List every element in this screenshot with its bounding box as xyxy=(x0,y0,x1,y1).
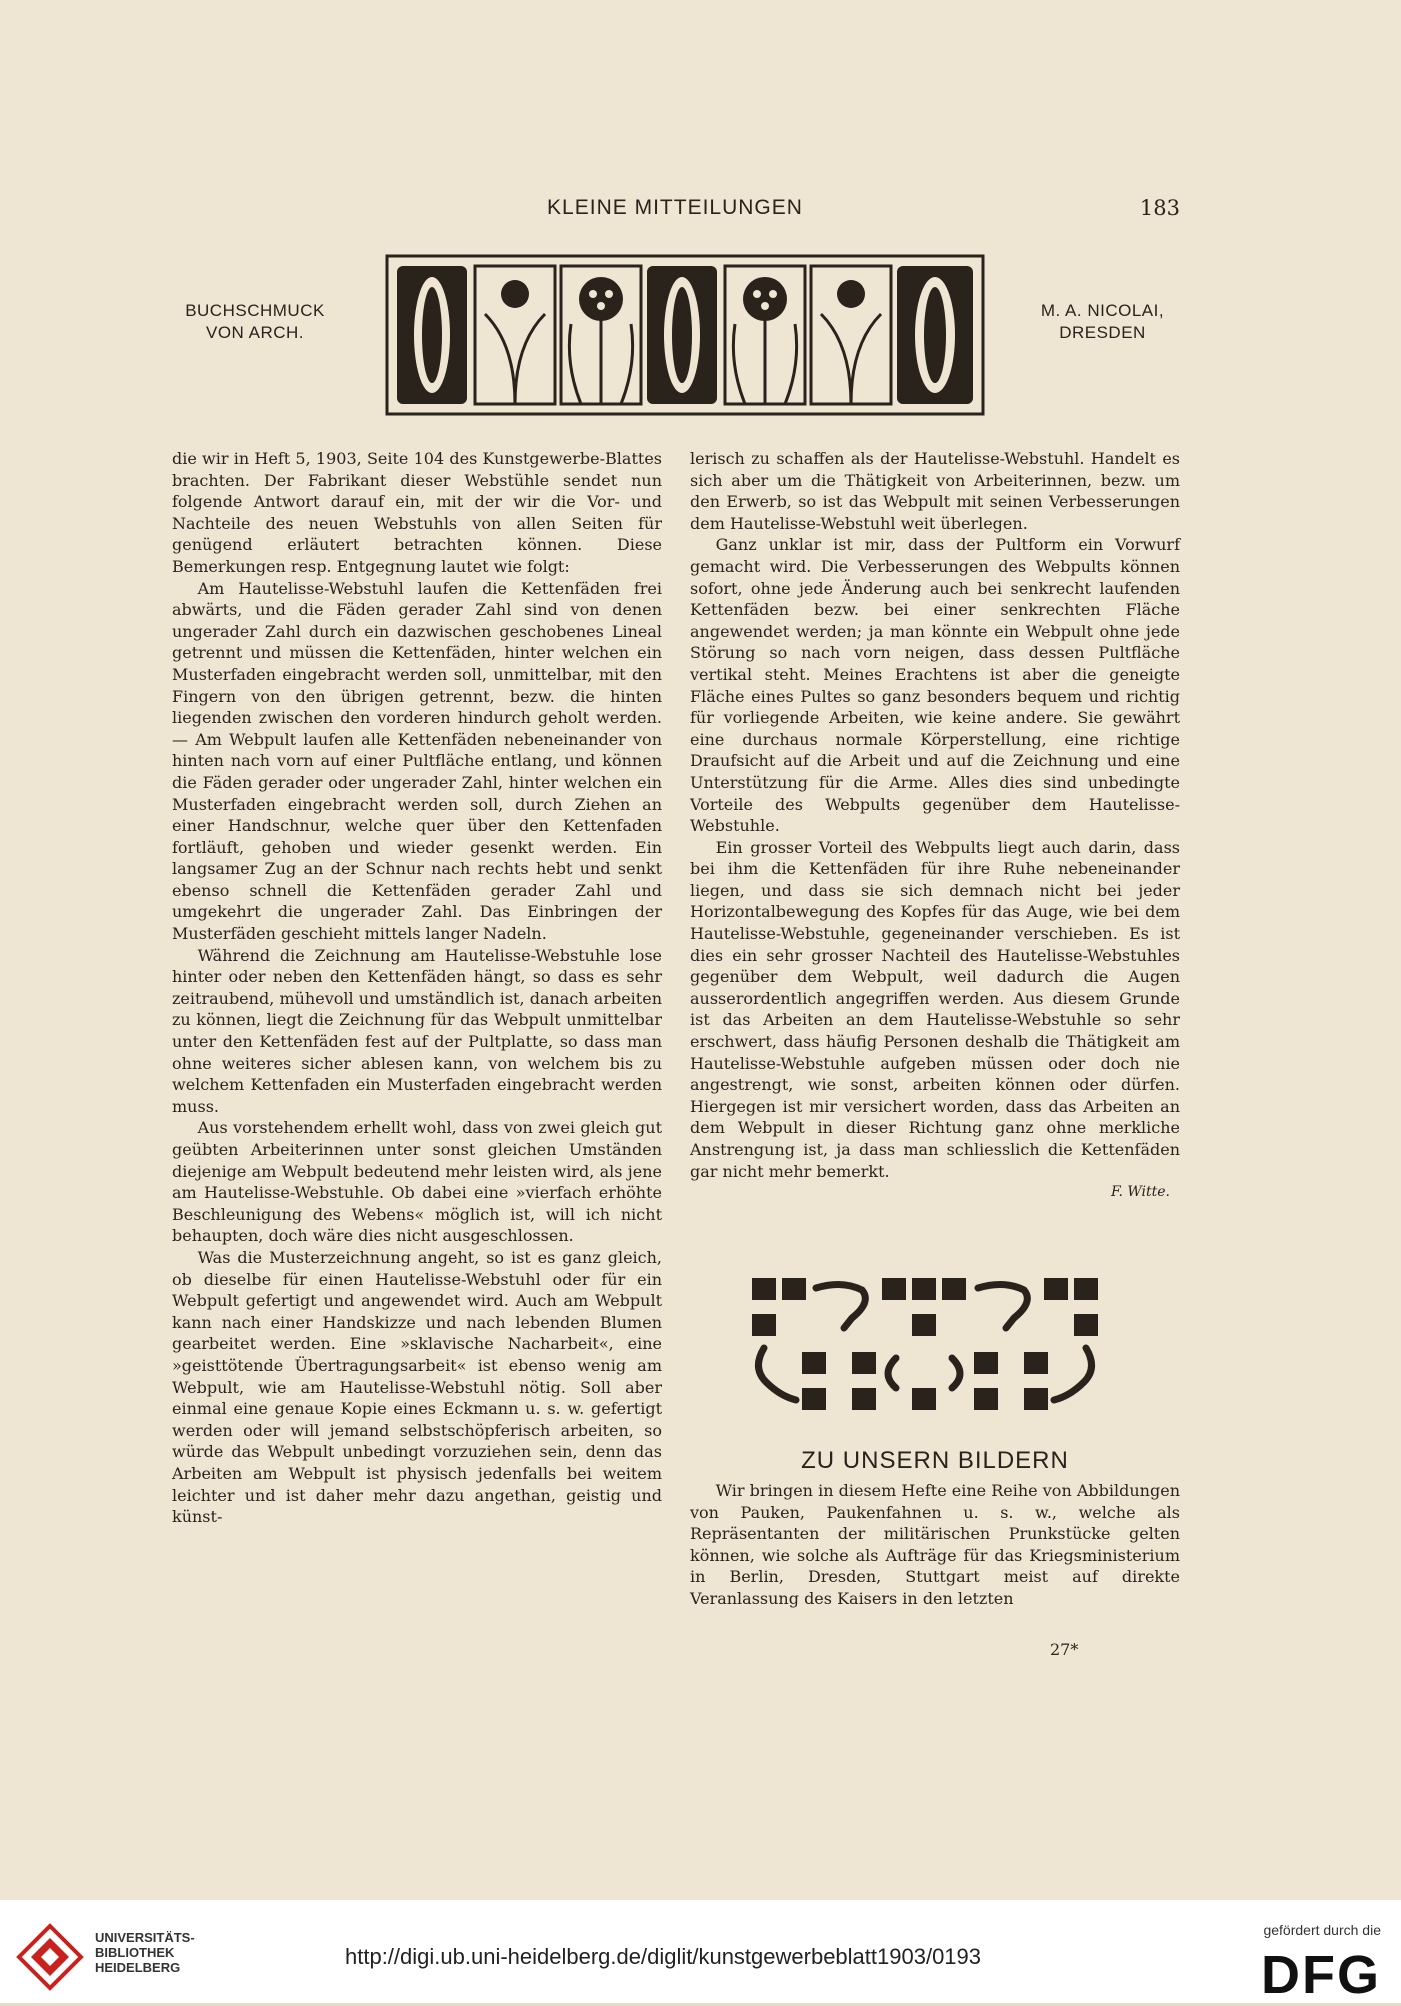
caption-left: BUCHSCHMUCK VON ARCH. xyxy=(185,301,325,342)
paragraph: die wir in Heft 5, 1903, Seite 104 des Kunstgewerbe-Blattes brachten. Der Fabrikant dieser Webstühle sendet nun folgende Antwort darauf ein, mit der wir die Vor- und Nachteile des neuen Webstuhls von allen Seiten für genügend erläutert betrachten können. Diese Bemerkungen resp. Entgegnung lautet wie folgt: xyxy=(172,449,662,576)
footer-bar xyxy=(0,1900,1401,2003)
paragraph: Aus vorstehendem erhellt wohl, dass von zwei gleich gut geübten Arbeiterinnen unter sonst gleichen Umständen diejenige am Webpult bedeutend mehr leisten wird, als jene am Hautelisse-Webstuhle. Ob dabei eine »vierfach erhöhte Beschleunigung des Webens« möglich ist, will ich nicht behaupten, doch wäre dies nicht ausgeschlossen. xyxy=(172,1118,662,1246)
paragraph: Wir bringen in diesem Hefte eine Reihe von Abbildungen von Pauken, Paukenfahnen u. s. w., welche als Repräsentanten der militärischen Prunkstücke gelten können, wie solche als Aufträge für das Kriegsministerium in Berlin, Dresden, Stuttgart meist auf direkte Veranlassung des Kaisers in den letzten xyxy=(690,1481,1180,1608)
page-number: 183 xyxy=(1139,196,1180,220)
ornament-divider xyxy=(752,1278,1112,1424)
university-logo-icon xyxy=(15,1922,85,1992)
dfg-logo: DFG xyxy=(1261,1945,1381,2005)
printer-signature-mark: 27* xyxy=(1050,1640,1079,1659)
institution-line: HEIDELBERG xyxy=(95,1960,181,1975)
institution-name xyxy=(95,1930,195,1975)
paragraph: Am Hautelisse-Webstuhl laufen die Kettenfäden frei abwärts, und die Fäden gerader Zahl sind von denen ungerader Zahl durch ein dazwischen geschobenes Lineal getrennt und müssen die Kettenfäden, hinter welchen ein Musterfaden eingebracht werden soll, unmittelbar, mit den Fingern von den übrigen getrennt, bezw. die hinten liegenden zwischen den vorderen hindurch geholt werden. — Am Webpult laufen alle Kettenfäden nebeneinander von hinten nach vorn auf einer Pultfläche entlang, und können die Fäden gerader oder ungerader Zahl, hinter welchen ein Musterfaden eingebracht werden soll, durch Ziehen an einer Handschnur, welche quer über den Kettenfaden fortläuft, gehoben und wieder gesenkt werden. Ein langsamer Zug an der Schnur nach rechts hebt und senkt ebenso schnell die Kettenfäden gerader Zahl und umgekehrt die ungerader Zahl. Das Einbringen der Musterfäden geschieht mittels langer Nadeln. xyxy=(172,578,662,944)
permalink-url[interactable]: http://digi.ub.uni-heidelberg.de/diglit/kunstgewerbeblatt1903/0193 xyxy=(345,1944,982,1969)
running-title: KLEINE MITTEILUNGEN xyxy=(547,196,803,219)
paragraph: Ganz unklar ist mir, dass der Pultform ein Vorwurf gemacht wird. Die Verbesserungen des Webpults können sofort, ohne jede Änderung auch bei senkrecht laufenden Kettenfäden bezw. bei einer senkrechten Fläche angewendet werden; ja man könnte ein Webpult ohne jede Störung so nach vorn neigen, dass dessen Pultfläche vertikal steht. Meines Erachtens ist aber die geneigte Fläche eines Pultes so ganz besonders bequem und richtig für vorliegende Arbeiten, wie keine andere. Sie gewährt eine durchaus normale Körperstellung, eine richtige Draufsicht auf die Arbeit und auf die Zeichnung und eine Unterstützung für die Arme. Alles dies sind unbedingte Vorteile des Webpults gegenüber dem Hautelisse-Webstuhle. xyxy=(690,535,1180,836)
text-column-right xyxy=(690,448,1180,1204)
running-head xyxy=(170,196,1180,226)
ornament-header xyxy=(385,254,985,416)
paragraph: Während die Zeichnung am Hautelisse-Webstuhle lose hinter oder neben den Kettenfäden hängt, so dass es sehr zeitraubend, mühevoll und umständlich ist, danach arbeiten zu können, liegt die Zeichnung für das Webpult unmittelbar unter den Kettenfäden fest auf der Pultplatte, so dass man ohne weiteres sicher ablesen kann, von welchem bis zu welchem Kettenfaden ein Musterfaden eingebracht werden muss. xyxy=(172,945,662,1116)
section-heading: ZU UNSERN BILDERN xyxy=(801,1447,1069,1474)
section-text-column xyxy=(690,1480,1180,1610)
paragraph: lerisch zu schaffen als der Hautelisse-Webstuhl. Handelt es sich aber um die Thätigkeit von Arbeiterinnen, bezw. um den Erwerb, so ist das Webpult mit seinen Verbesserungen dem Hautelisse-Webstuhl weit überlegen. xyxy=(690,449,1180,533)
institution-line: BIBLIOTHEK xyxy=(95,1945,175,1960)
paragraph: Ein grosser Vorteil des Webpults liegt auch darin, dass bei ihm die Kettenfäden für ihre Ruhe nebeneinander liegen, und dass sie sich demnach nicht bei jeder Horizontalbewegung des Kopfes für das Auge, wie bei dem Hautelisse-Webstuhle, gegeneinander verschieben. Es ist dies ein sehr grosser Nachteil des Hautelisse-Webstuhles gegenüber dem Webpult, weil dadurch die Augen ausserordentlich angegriffen werden. Aus diesem Grunde ist das Arbeiten an dem Hautelisse-Webstuhle so sehr erschwert, dass häufig Personen deshalb die Thätigkeit am Hautelisse-Webstuhle aufgeben müssen oder doch nie angestrengt, wie sonst, arbeiten können oder dürfen. Hiergegen ist mir versichert worden, dass das Arbeiten an dem Webpult in dieser Richtung ganz ohne merkliche Anstrengung ist, ja dass man schliesslich die Kettenfäden gar nicht mehr bemerkt. xyxy=(690,837,1180,1181)
author-signature: F. Witte. xyxy=(1110,1184,1170,1201)
institution-line: UNIVERSITÄTS- xyxy=(95,1930,195,1945)
text-column-left xyxy=(172,448,662,1528)
funding-label: gefördert durch die xyxy=(1263,1922,1381,1938)
caption-right: M. A. NICOLAI, DRESDEN xyxy=(1040,301,1165,342)
paragraph: Was die Musterzeichnung angeht, so ist es ganz gleich, ob dieselbe für einen Hautelisse-Webstuhl oder für ein Webpult gefertigt und angewendet wird. Auch am Webpult kann nach einer Handskizze und nach lebenden Blumen gearbeitet werden. Eine »sklavische Nacharbeit«, eine »geisttötende Übertragungsarbeit« ist ebenso wenig am Webpult, wie am Hautelisse-Webstuhl nötig. Soll aber einmal eine genaue Kopie eines Eckmann u. s. w. gefertigt werden oder will jemand selbstschöpferisch arbeiten, so würde das Webpult unbedingt vorzuziehen sein, denn das Arbeiten am Webpult ist physisch jedenfalls bei weitem leichter und ist daher mehr dazu angethan, geistig und künst- xyxy=(172,1247,662,1527)
